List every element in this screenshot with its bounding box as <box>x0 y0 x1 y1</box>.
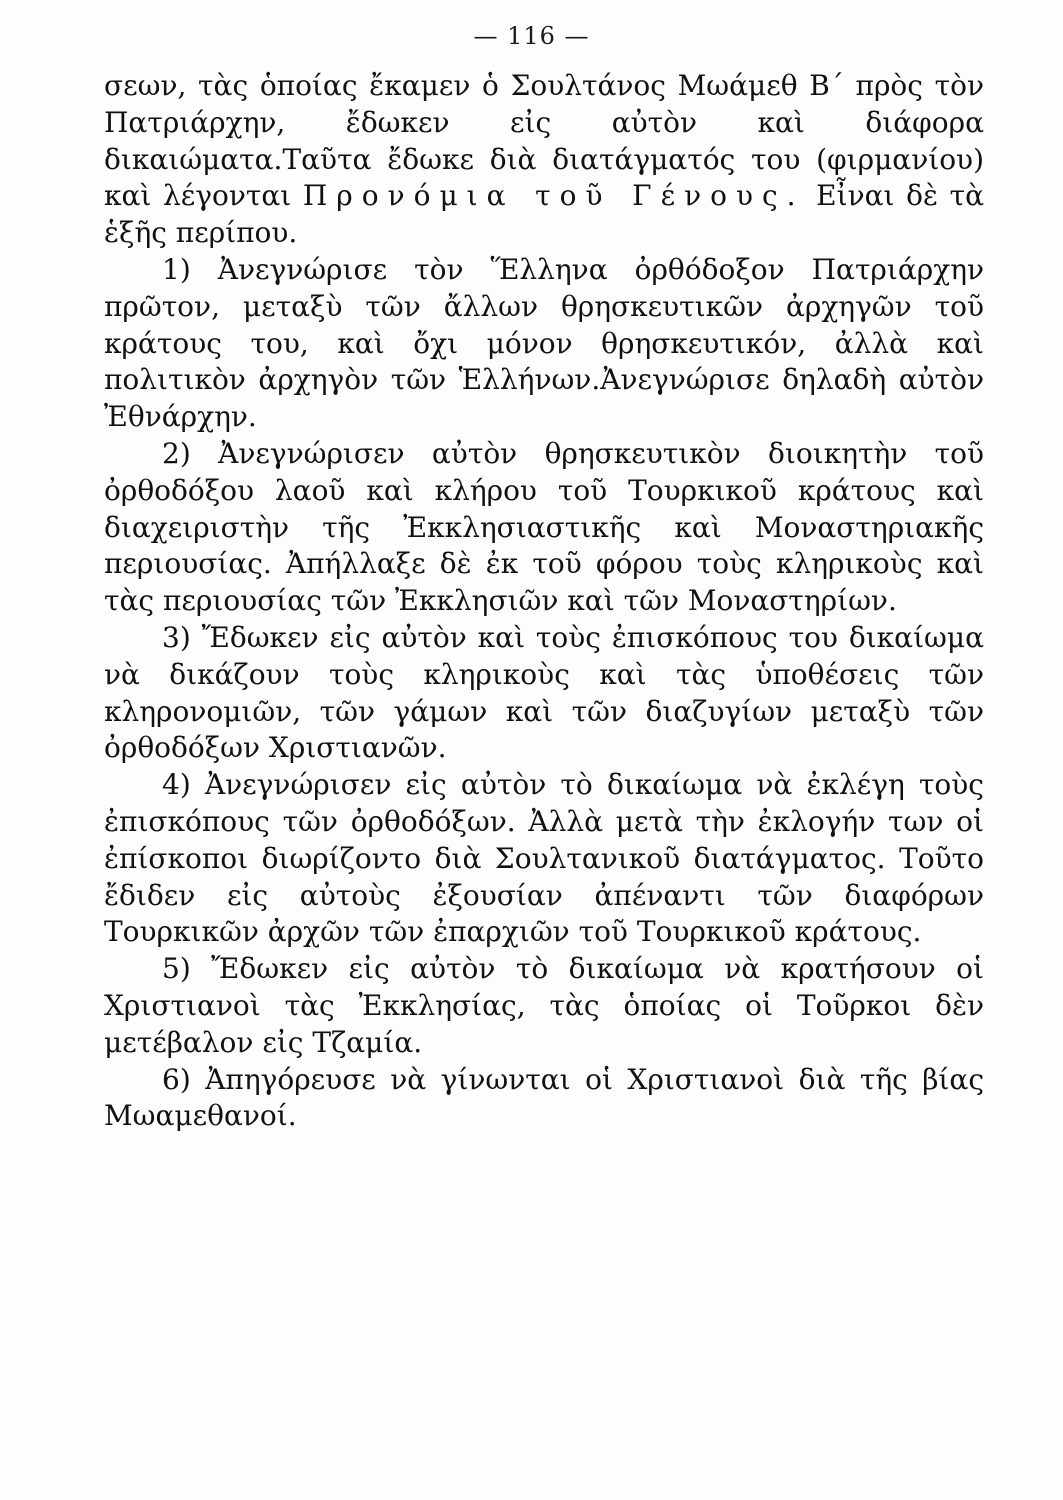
page-number: — 116 — <box>473 22 590 50</box>
intro-text-part1: σεων, τὰς ὁποίας ἔκαμεν ὁ Σουλτάνος Μωάμεθ Β΄ πρὸς τὸν Πατριάρχην, ἔδωκεν εἰς αὐτὸν καὶ διάφορα δικαιώματα.Ταῦτα ἔδωκε διὰ διατάγματός του (φιρμανίου) καὶ λέγονται <box>104 69 984 213</box>
intro-spaced-title: Προνόμια τοῦ Γένους. <box>302 179 805 213</box>
privilege-item-3: 3) Ἔδωκεν εἰς αὐτὸν καὶ τοὺς ἐπισκόπους του δικαίωμα νὰ δικάζουν τοὺς κληρικοὺς καὶ τὰς ὑποθέσεις τῶν κληρονομιῶν, τῶν γάμων καὶ τῶν διαζυγίων μεταξὺ τῶν ὀρθοδόξων Χριστιανῶν. <box>104 620 984 765</box>
privilege-item-1: 1) Ἀνεγνώρισε τὸν Ἕλληνα ὀρθόδοξον Πατριάρχην πρῶτον, μεταξὺ τῶν ἄλλων θρησκευτικῶν ἀρχηγῶν τοῦ κράτους του, καὶ ὄχι μόνον θρησκευτικόν, ἀλλὰ καὶ πολιτικὸν ἀρχηγὸν τῶν Ἑλλήνων.Ἀνεγνώρισε δηλαδὴ αὐτὸν Ἐθνάρχην. <box>104 252 984 434</box>
privilege-item-5: 5) Ἔδωκεν εἰς αὐτὸν τὸ δικαίωμα νὰ κρατήσουν οἱ Χριστιανοὶ τὰς Ἐκκλησίας, τὰς ὁποίας οἱ Τοῦρκοι δὲν μετέβαλον εἰς Τζαμία. <box>104 952 984 1059</box>
privilege-item-6: 6) Ἀπηγόρευσε νὰ γίνωνται οἱ Χριστιανοὶ διὰ τῆς βίας Μωαμεθανοί. <box>104 1062 984 1133</box>
intro-text-part2: Εἶναι δὲ τὰ ἑξῆς περίπου. <box>104 179 984 250</box>
intro-paragraph <box>104 68 984 252</box>
privilege-item-4: 4) Ἀνεγνώρισεν εἰς αὐτὸν τὸ δικαίωμα νὰ ἐκλέγη τοὺς ἐπισκόπους τῶν ὀρθοδόξων. Ἀλλὰ μετὰ τὴν ἐκλογήν των οἱ ἐπίσκοποι διωρίζοντο διὰ Σουλτανικοῦ διατάγματος. Τοῦτο ἔδιδεν εἰς αὐτοὺς ἐξουσίαν ἀπέναντι τῶν διαφόρων Τουρκικῶν ἀρχῶν τῶν ἐπαρχιῶν τοῦ Τουρκικοῦ κράτους. <box>104 768 984 949</box>
body-text <box>104 68 984 1135</box>
privilege-item-2: 2) Ἀνεγνώρισεν αὐτὸν θρησκευτικὸν διοικητὴν τοῦ ὀρθοδόξου λαοῦ καὶ κλήρου τοῦ Τουρκικοῦ κράτους καὶ διαχειριστὴν τῆς Ἐκκλησιαστικῆς καὶ Μοναστηριακῆς περιουσίας. Ἀπήλλαξε δὲ ἐκ τοῦ φόρου τοὺς κληρικοὺς καὶ τὰς περιουσίας τῶν Ἐκκλησιῶν καὶ τῶν Μοναστηρίων. <box>104 436 984 618</box>
